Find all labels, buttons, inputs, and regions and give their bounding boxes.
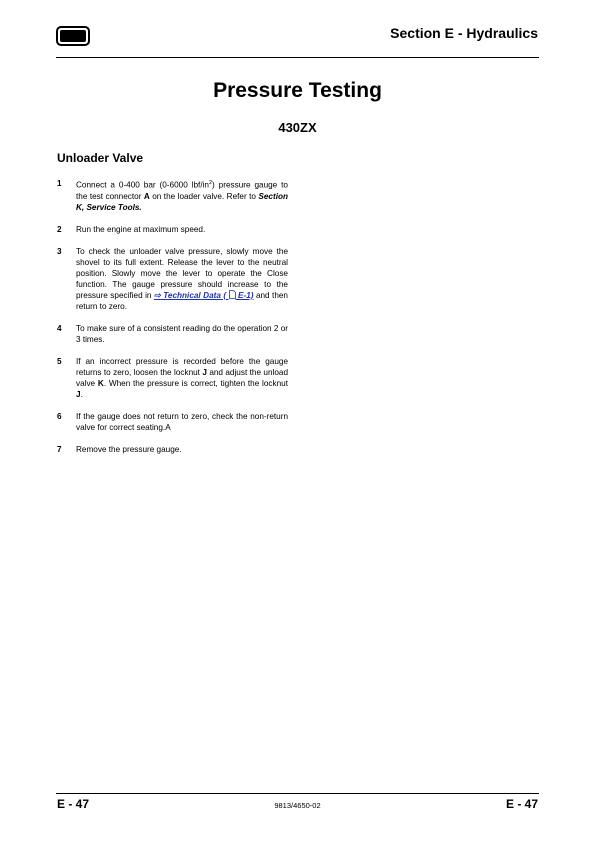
step-text-part: If an incorrect pressure is recorded before the gauge returns to zero, loosen the locknut (76, 356, 288, 377)
technical-data-link[interactable] (154, 291, 254, 300)
arrow-icon: ⇨ (153, 290, 161, 300)
step-4 (57, 323, 288, 345)
model-heading: 430ZX (278, 120, 317, 135)
step-number: 6 (57, 411, 62, 421)
procedure-steps (57, 178, 288, 466)
step-text-part: . (80, 389, 83, 399)
step-text (76, 356, 288, 400)
step-1 (57, 178, 288, 213)
footer-rule (56, 793, 539, 794)
page-number-right: E - 47 (505, 797, 538, 811)
step-text-part: and adjust the unload valve (76, 367, 288, 388)
link-label: Technical Data ( (160, 290, 229, 300)
page-title: Pressure Testing (213, 79, 382, 102)
page-icon (229, 290, 236, 299)
superscript: 2 (208, 180, 213, 186)
step-text-part: and then return to zero. (76, 290, 288, 311)
part-label: J (202, 367, 207, 377)
step-number: 1 (57, 179, 62, 188)
step-7 (57, 444, 288, 455)
step-text-part: . When the pressure is correct, tighten the locknut (103, 378, 288, 388)
part-label: A (143, 191, 150, 201)
part-label: K (97, 378, 104, 388)
step-text (76, 178, 288, 213)
step-5 (57, 356, 288, 400)
step-text-part: Connect a 0-400 bar (0-6000 lbf/in (76, 180, 209, 190)
step-text-part: To check the unloader valve pressure, slowly move the shovel to its full extent. Release the lever to the neutral position. Slowly move the lever to operate the Close function. The gauge pressure should increase to the pressure specified in (76, 246, 288, 300)
link-page: E-1) (235, 290, 254, 300)
step-text-part: on the loader valve. Refer to (149, 191, 259, 201)
subheading: Unloader Valve (57, 151, 144, 165)
step-text: If the gauge does not return to zero, check the non-return valve for correct seating.A (76, 411, 288, 432)
section-title: Section E - Hydraulics (390, 25, 538, 41)
header-rule (56, 57, 539, 58)
step-number: 5 (57, 356, 62, 366)
step-text (76, 246, 288, 312)
page-number-left: E - 47 (57, 797, 90, 811)
step-number: 7 (57, 444, 62, 454)
jcb-logo (56, 26, 90, 46)
step-number: 2 (57, 224, 62, 234)
step-6 (57, 411, 288, 433)
document-number: 9813/4650-02 (274, 801, 321, 810)
part-label: J (76, 389, 81, 399)
section-reference: Section K, Service Tools. (76, 191, 288, 212)
step-2 (57, 224, 288, 235)
step-number: 4 (57, 323, 62, 333)
step-3 (57, 246, 288, 312)
step-number: 3 (57, 246, 62, 256)
step-text: To make sure of a consistent reading do the operation 2 or 3 times. (76, 323, 288, 344)
step-text: Run the engine at maximum speed. (76, 224, 206, 234)
step-text: Remove the pressure gauge. (76, 444, 182, 454)
step-text-part: ) pressure gauge to the test connector (76, 180, 288, 201)
